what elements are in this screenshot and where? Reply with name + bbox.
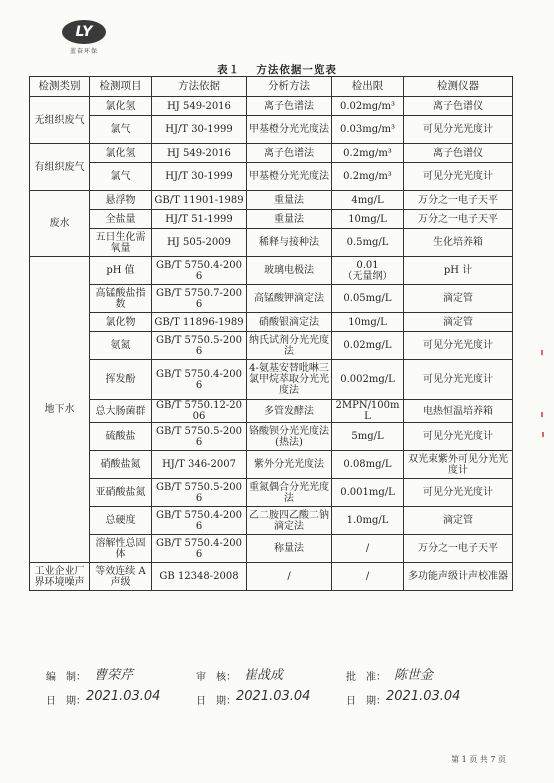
- page-footer: 第 1 页 共 7 页: [451, 755, 506, 764]
- table-row: [30, 400, 513, 423]
- instrument-cell: 多功能声级计声校准器: [404, 563, 513, 591]
- limit-cell: 2MPN/100mL: [332, 400, 404, 423]
- table-body: [30, 97, 513, 591]
- limit-cell: 0.02mg/m³: [332, 97, 404, 116]
- method-cell: GB 12348-2008: [152, 563, 247, 591]
- category-cell: 废水: [30, 191, 90, 257]
- method-cell: HJ 505-2009: [152, 229, 247, 257]
- limit-cell: 10mg/L: [332, 210, 404, 229]
- category-cell: 有组织废气: [30, 144, 90, 191]
- table-row: [30, 507, 513, 535]
- logo-text: 蓝奋环保: [69, 48, 98, 55]
- limit-cell: 5mg/L: [332, 423, 404, 451]
- item-cell: 悬浮物: [90, 191, 152, 210]
- analysis-cell: 玻璃电极法: [247, 257, 332, 285]
- method-cell: GB/T 5750.4-2006: [152, 257, 247, 285]
- instrument-cell: 生化培养箱: [404, 229, 513, 257]
- instrument-cell: 万分之一电子天平: [404, 191, 513, 210]
- limit-cell: 0.02mg/L: [332, 332, 404, 360]
- analysis-cell: 离子色谱法: [247, 97, 332, 116]
- category-cell: 无组织废气: [30, 97, 90, 144]
- analysis-cell: 称量法: [247, 535, 332, 563]
- table-row: [30, 163, 513, 191]
- analysis-cell: 重氮偶合分光光度法: [247, 479, 332, 507]
- limit-cell: 0.001mg/L: [332, 479, 404, 507]
- header-item: 检测项目: [90, 77, 152, 97]
- item-cell: 总硬度: [90, 507, 152, 535]
- instrument-cell: pH 计: [404, 257, 513, 285]
- instrument-cell: 双光束紫外可见分光光度计: [404, 451, 513, 479]
- limit-cell: /: [332, 563, 404, 591]
- table-header-row: [30, 77, 513, 97]
- approve-label: 批 准：: [346, 672, 386, 683]
- analysis-cell: 紫外分光光度法: [247, 451, 332, 479]
- item-cell: 高锰酸盐指数: [90, 285, 152, 313]
- seal-edge-mark: [541, 350, 543, 355]
- item-cell: 氯化物: [90, 313, 152, 332]
- instrument-cell: 万分之一电子天平: [404, 535, 513, 563]
- compile-label: 编 制：: [46, 672, 86, 683]
- approve-date: 2021.03.04: [386, 689, 461, 704]
- instrument-cell: 可见分光光度计: [404, 360, 513, 400]
- analysis-cell: 铬酸钡分光光度法(热法): [247, 423, 332, 451]
- table-row: [30, 479, 513, 507]
- table-row: [30, 451, 513, 479]
- method-cell: HJ/T 30-1999: [152, 163, 247, 191]
- analysis-cell: 重量法: [247, 191, 332, 210]
- method-cell: GB/T 5750.5-2006: [152, 423, 247, 451]
- review-date-label: 日 期：: [196, 696, 236, 707]
- method-cell: GB/T 11896-1989: [152, 313, 247, 332]
- instrument-cell: 滴定管: [404, 285, 513, 313]
- analysis-cell: 重量法: [247, 210, 332, 229]
- method-cell: HJ 549-2016: [152, 97, 247, 116]
- seal-edge-mark: [542, 432, 544, 437]
- instrument-cell: 可见分光光度计: [404, 423, 513, 451]
- instrument-cell: 可见分光光度计: [404, 332, 513, 360]
- header-instrument: 检测仪器: [404, 77, 513, 97]
- analysis-cell: 甲基橙分光光度法: [247, 163, 332, 191]
- analysis-cell: 多管发酵法: [247, 400, 332, 423]
- analysis-cell: 高锰酸钾滴定法: [247, 285, 332, 313]
- method-cell: GB/T 5750.5-2006: [152, 332, 247, 360]
- table-row: [30, 423, 513, 451]
- logo-mark: LY: [62, 20, 106, 44]
- method-cell: GB/T 5750.4-2006: [152, 360, 247, 400]
- review-date: 2021.03.04: [236, 689, 311, 704]
- item-cell: 氯化氢: [90, 97, 152, 116]
- method-cell: GB/T 5750.5-2006: [152, 479, 247, 507]
- limit-cell: 0.2mg/m³: [332, 144, 404, 163]
- category-cell: 地下水: [30, 257, 90, 563]
- item-cell: 五日生化需氧量: [90, 229, 152, 257]
- analysis-cell: 离子色谱法: [247, 144, 332, 163]
- analysis-cell: /: [247, 563, 332, 591]
- method-cell: GB/T 5750.7-2006: [152, 285, 247, 313]
- item-cell: 挥发酚: [90, 360, 152, 400]
- instrument-cell: 可见分光光度计: [404, 163, 513, 191]
- method-cell: GB/T 5750.12-2006: [152, 400, 247, 423]
- table-row: [30, 535, 513, 563]
- approve-date-label: 日 期：: [346, 696, 386, 707]
- table-row: [30, 97, 513, 116]
- limit-cell: 0.01 （无量纲）: [332, 257, 404, 285]
- compile-signature: 曹荣芹: [94, 668, 134, 683]
- instrument-cell: 万分之一电子天平: [404, 210, 513, 229]
- item-cell: 硝酸盐氮: [90, 451, 152, 479]
- header-limit: 检出限: [332, 77, 404, 97]
- table-caption: 表１ 方法依据一览表: [217, 64, 337, 76]
- item-cell: 氨氮: [90, 332, 152, 360]
- review-label: 审 核：: [196, 672, 236, 683]
- instrument-cell: 滴定管: [404, 313, 513, 332]
- header-analysis: 分析方法: [247, 77, 332, 97]
- instrument-cell: 可见分光光度计: [404, 479, 513, 507]
- analysis-cell: 纳氏试剂分光光度法: [247, 332, 332, 360]
- compile-date: 2021.03.04: [86, 689, 161, 704]
- table-row: [30, 332, 513, 360]
- method-cell: GB/T 5750.4-2006: [152, 535, 247, 563]
- item-cell: 溶解性总固体: [90, 535, 152, 563]
- method-cell: HJ/T 30-1999: [152, 116, 247, 144]
- item-cell: 硫酸盐: [90, 423, 152, 451]
- limit-cell: 0.002mg/L: [332, 360, 404, 400]
- limit-cell: 0.08mg/L: [332, 451, 404, 479]
- limit-cell: 0.03mg/m³: [332, 116, 404, 144]
- item-cell: 氯气: [90, 163, 152, 191]
- item-cell: 等效连续 A 声级: [90, 563, 152, 591]
- table-row: [30, 257, 513, 285]
- limit-cell: /: [332, 535, 404, 563]
- method-cell: HJ 549-2016: [152, 144, 247, 163]
- analysis-cell: 乙二胺四乙酸二钠滴定法: [247, 507, 332, 535]
- approve-signature: 陈世金: [394, 668, 434, 683]
- analysis-cell: 硝酸银滴定法: [247, 313, 332, 332]
- item-cell: 氯化氢: [90, 144, 152, 163]
- analysis-cell: 稀释与接种法: [247, 229, 332, 257]
- item-cell: 总大肠菌群: [90, 400, 152, 423]
- table-row: [30, 360, 513, 400]
- seal-edge-mark: [541, 412, 543, 417]
- limit-cell: 4mg/L: [332, 191, 404, 210]
- table-row: [30, 210, 513, 229]
- method-cell: HJ/T 51-1999: [152, 210, 247, 229]
- analysis-cell: 4-氨基安替吡啉三氯甲烷萃取分光光度法: [247, 360, 332, 400]
- table-row: [30, 563, 513, 591]
- item-cell: pH 值: [90, 257, 152, 285]
- instrument-cell: 离子色谱仪: [404, 97, 513, 116]
- method-table: [29, 76, 513, 591]
- analysis-cell: 甲基橙分光光度法: [247, 116, 332, 144]
- item-cell: 全盐量: [90, 210, 152, 229]
- company-logo: [54, 18, 114, 54]
- method-cell: HJ/T 346-2007: [152, 451, 247, 479]
- table-row: [30, 191, 513, 210]
- table-row: [30, 285, 513, 313]
- method-cell: GB/T 5750.4-2006: [152, 507, 247, 535]
- instrument-cell: 离子色谱仪: [404, 144, 513, 163]
- method-cell: GB/T 11901-1989: [152, 191, 247, 210]
- limit-cell: 0.05mg/L: [332, 285, 404, 313]
- limit-cell: 10mg/L: [332, 313, 404, 332]
- header-method: 方法依据: [152, 77, 247, 97]
- table-row: [30, 144, 513, 163]
- instrument-cell: 可见分光光度计: [404, 116, 513, 144]
- header-category: 检测类别: [30, 77, 90, 97]
- category-cell: 工业企业厂界环境噪声: [30, 563, 90, 591]
- review-signature: 崔战成: [244, 668, 284, 683]
- table-row: [30, 313, 513, 332]
- item-cell: 亚硝酸盐氮: [90, 479, 152, 507]
- table-row: [30, 229, 513, 257]
- limit-cell: 0.2mg/m³: [332, 163, 404, 191]
- table-row: [30, 116, 513, 144]
- instrument-cell: 电热恒温培养箱: [404, 400, 513, 423]
- compile-date-label: 日 期：: [46, 696, 86, 707]
- limit-cell: 1.0mg/L: [332, 507, 404, 535]
- item-cell: 氯气: [90, 116, 152, 144]
- instrument-cell: 滴定管: [404, 507, 513, 535]
- limit-cell: 0.5mg/L: [332, 229, 404, 257]
